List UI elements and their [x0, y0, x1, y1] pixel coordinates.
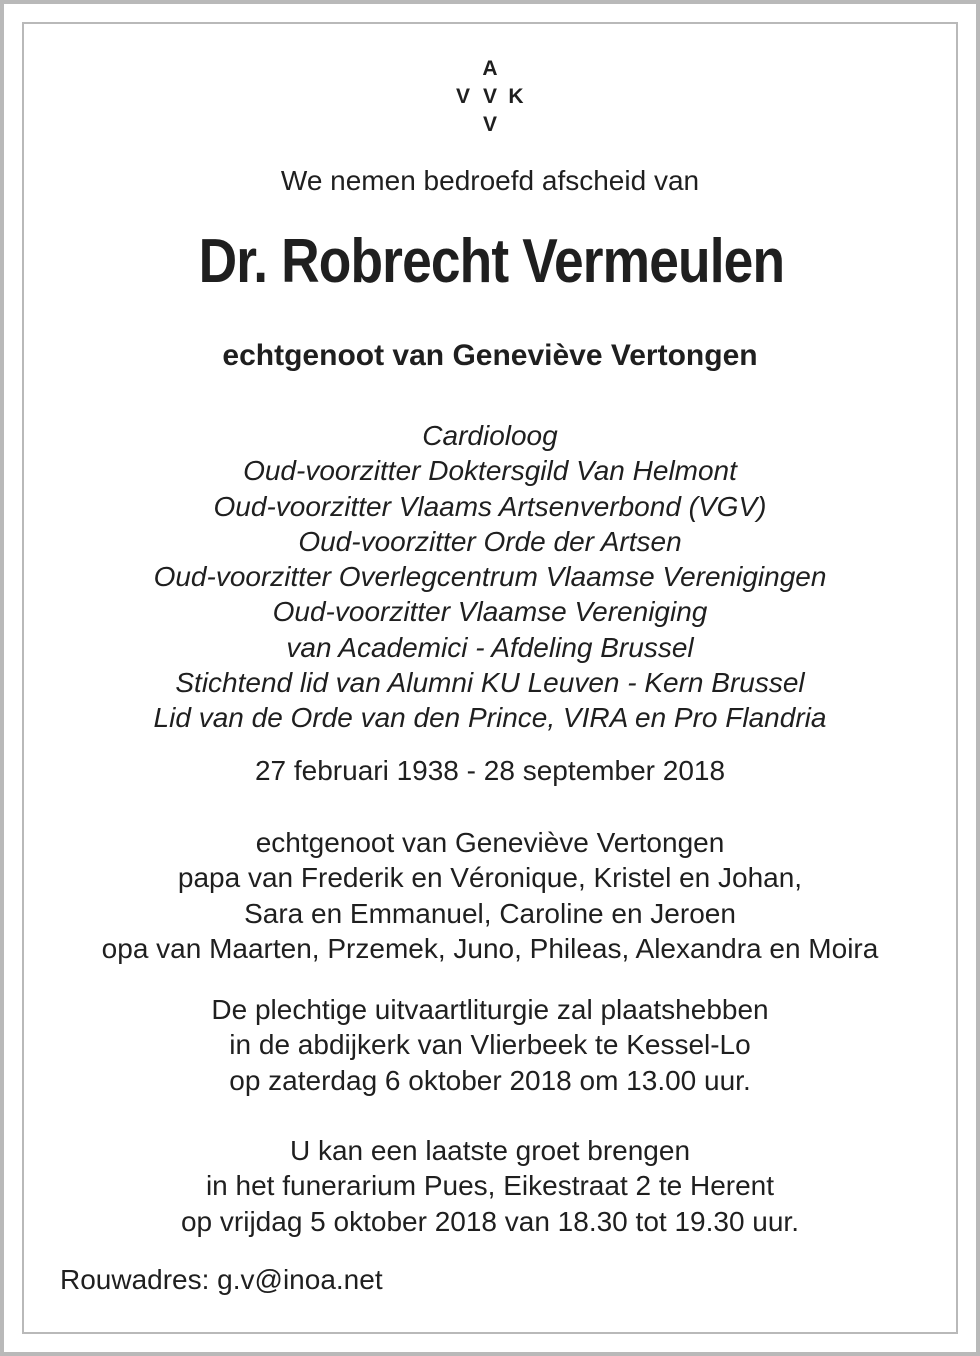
- deceased-name: Dr. Robrecht Vermeulen: [198, 227, 785, 296]
- ceremony-line: op zaterdag 6 oktober 2018 om 13.00 uur.: [229, 1064, 751, 1096]
- title-line: Oud-voorzitter Doktersgild Van Helmont: [243, 455, 737, 487]
- title-line: Cardioloog: [422, 420, 558, 451]
- spouse-heading: echtgenoot van Geneviève Vertongen: [222, 339, 758, 372]
- title-line: Oud-voorzitter Overlegcentrum Vlaamse Verenigingen: [153, 561, 827, 593]
- logo-letter-top: A: [482, 57, 498, 80]
- visitation-line: op vrijdag 5 oktober 2018 van 18.30 tot 19.30 uur.: [180, 1205, 799, 1237]
- family-line: Sara en Emmanuel, Caroline en Jeroen: [244, 897, 736, 929]
- ceremony-line: De plechtige uitvaartliturgie zal plaatshebben: [211, 994, 769, 1025]
- family-line: papa van Frederik en Véronique, Kristel en Johan,: [177, 862, 803, 894]
- title-line: Oud-voorzitter Vlaamse Vereniging: [272, 596, 708, 628]
- title-line: Oud-voorzitter Vlaams Artsenverbond (VGV): [213, 490, 767, 522]
- family-line: echtgenoot van Geneviève Vertongen: [255, 827, 725, 858]
- logo-letter-right: K: [508, 85, 524, 108]
- vvk-logo: [450, 58, 530, 136]
- mourning-address: Rouwadres: g.v@inoa.net: [60, 1264, 383, 1295]
- family-line: opa van Maarten, Przemek, Juno, Phileas, Alexandra en Moira: [101, 932, 879, 964]
- visitation-line: in het funerarium Pues, Eikestraat 2 te Herent: [205, 1170, 775, 1202]
- title-line: Stichtend lid van Alumni KU Leuven - Kern Brussel: [175, 667, 805, 699]
- ceremony-info: [0, 992, 980, 1098]
- logo-letter-left: V: [455, 85, 470, 108]
- intro-text: We nemen bedroefd afscheid van: [280, 165, 700, 196]
- ceremony-line: in de abdijkerk van Vlierbeek te Kessel-Lo: [229, 1029, 751, 1061]
- visitation-line: U kan een laatste groet brengen: [289, 1135, 691, 1166]
- title-line: van Academici - Afdeling Brussel: [286, 631, 694, 663]
- logo-letter-center: V: [482, 85, 497, 108]
- life-dates: 27 februari 1938 - 28 september 2018: [254, 755, 726, 786]
- logo-letter-bottom: V: [482, 113, 497, 136]
- title-line: Oud-voorzitter Orde der Artsen: [298, 525, 682, 557]
- titles-list: [0, 418, 980, 736]
- family-list: [0, 825, 980, 966]
- title-line: Lid van de Orde van den Prince, VIRA en Pro Flandria: [153, 702, 827, 734]
- visitation-info: [0, 1133, 980, 1239]
